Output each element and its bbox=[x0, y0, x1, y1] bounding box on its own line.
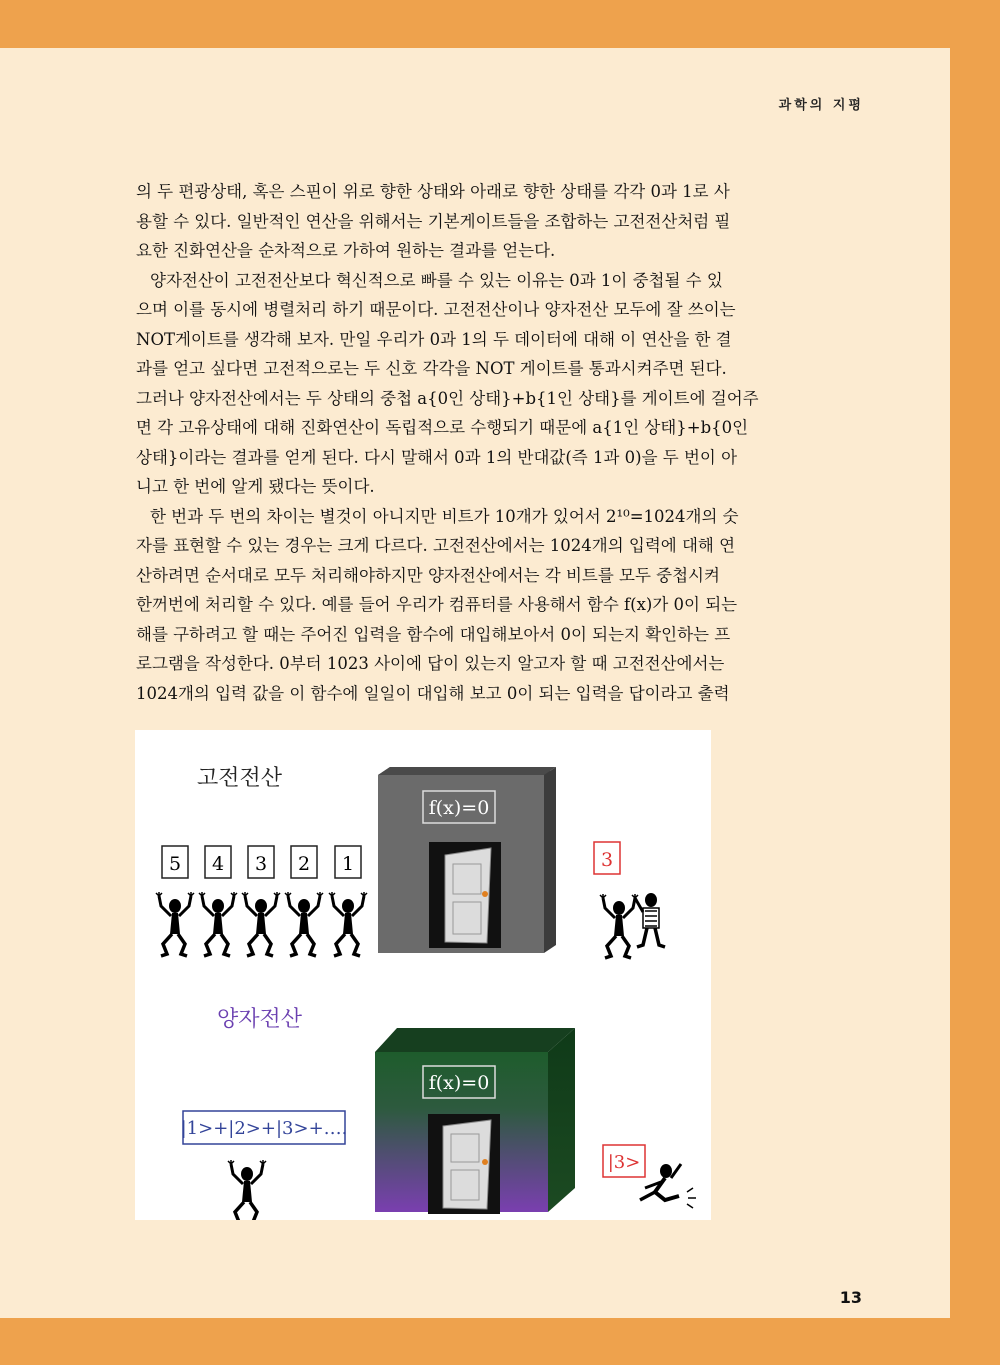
classical-queue bbox=[156, 846, 367, 956]
quantum-door bbox=[428, 1114, 500, 1214]
text-line: 니고 한 번에 알게 됐다는 뜻이다. bbox=[136, 477, 375, 496]
stick-figure-icon bbox=[600, 894, 638, 958]
text-line: 요한 진화연산을 순차적으로 가하여 원하는 결과를 얻는다. bbox=[136, 241, 556, 260]
paragraph-2 bbox=[136, 266, 759, 502]
text-line: 자를 표현할 수 있는 경우는 크게 다르다. 고전전산에서는 1024개의 입력에 대해 연 bbox=[136, 536, 736, 555]
stick-figure-icon bbox=[228, 1160, 266, 1220]
stick-figure-icon bbox=[199, 892, 237, 956]
page bbox=[0, 48, 950, 1318]
text-line: 해를 구하려고 할 때는 주어진 입력을 함수에 대입해보아서 0이 되는지 확인하는 프 bbox=[136, 624, 731, 644]
classical-door bbox=[429, 842, 501, 948]
text-line: 한꺼번에 처리할 수 있다. 예를 들어 우리가 컴퓨터를 사용해서 함수 f(x)가 0이 되는 bbox=[136, 595, 738, 614]
quantum-title: 양자전산 bbox=[217, 1007, 303, 1032]
superposition-label: |1>+|2>+|3>+…. bbox=[180, 1118, 348, 1139]
stick-figure-icon bbox=[285, 892, 323, 956]
text-line: 로그램을 작성한다. 0부터 1023 사이에 답이 있는지 알고자 할 때 고전전산에서는 bbox=[136, 654, 725, 673]
text-line: 그러나 양자전산에서는 두 상태의 중첩 a{0인 상태}+b{1인 상태}를 게이트에 걸어주 bbox=[136, 388, 759, 408]
text-line: 면 각 고유상태에 대해 진화연산이 독립적으로 수행되기 때문에 a{1인 상태}+b{0인 bbox=[136, 418, 749, 437]
computation-figure bbox=[135, 730, 711, 1220]
text-line: 양자전산이 고전전산보다 혁신적으로 빠를 수 있는 이유는 0과 1이 중첩될 수 있 bbox=[150, 270, 723, 290]
text-line: 한 번과 두 번의 차이는 별것이 아니지만 비트가 10개가 있어서 2¹⁰=1024개의 숫 bbox=[150, 506, 739, 526]
quantum-result-label: |3> bbox=[607, 1152, 641, 1173]
text-line: 산하려면 순서대로 모두 처리해야하지만 양자전산에서는 각 비트를 모두 중첩시켜 bbox=[136, 565, 720, 585]
text-line: NOT게이트를 생각해 보자. 만일 우리가 0과 1의 두 데이터에 대해 이 연산을 한 결 bbox=[136, 329, 732, 349]
queue-box-label: 5 bbox=[168, 853, 182, 875]
sliding-figure-icon bbox=[640, 1164, 696, 1208]
queue-box-label: 1 bbox=[341, 853, 355, 875]
figure-illustration bbox=[135, 730, 711, 1220]
queue-box-label: 4 bbox=[211, 853, 225, 875]
referee-figure-icon bbox=[635, 893, 665, 947]
paragraph-1 bbox=[136, 177, 731, 266]
running-header: 과학의 지평 bbox=[778, 98, 864, 113]
classical-title: 고전전산 bbox=[197, 766, 283, 791]
text-line: 상태}이라는 결과를 얻게 된다. 다시 말해서 0과 1의 반대값(즉 1과 0)을 두 번이 아 bbox=[136, 447, 738, 467]
classical-result-label: 3 bbox=[600, 849, 614, 871]
paragraph-3 bbox=[136, 502, 739, 709]
text-line: 의 두 편광상태, 혹은 스핀이 위로 향한 상태와 아래로 향한 상태를 각각 0과 1로 사 bbox=[136, 182, 730, 201]
text-line: 으며 이를 동시에 병렬처리 하기 때문이다. 고전전산이나 양자전산 모두에 잘 쓰이는 bbox=[136, 300, 736, 319]
queue-box-label: 3 bbox=[254, 853, 268, 875]
text-line: 1024개의 입력 값을 이 함수에 일일이 대입해 보고 0이 되는 입력을 답이라고 출력 bbox=[136, 683, 730, 703]
stick-figure-icon bbox=[156, 892, 194, 956]
classical-function-label: f(x)=0 bbox=[428, 797, 490, 819]
body-text bbox=[136, 177, 759, 708]
page-number: 13 bbox=[839, 1288, 862, 1307]
text-line: 용할 수 있다. 일반적인 연산을 위해서는 기본게이트들을 조합하는 고전전산처럼 필 bbox=[136, 211, 731, 231]
queue-box-label: 2 bbox=[297, 853, 311, 875]
stick-figure-icon bbox=[242, 892, 280, 956]
text-line: 과를 얻고 싶다면 고전적으로는 두 신호 각각을 NOT 게이트를 통과시켜주면 된다. bbox=[136, 359, 727, 378]
stick-figure-icon bbox=[329, 892, 367, 956]
quantum-function-label: f(x)=0 bbox=[428, 1072, 490, 1094]
